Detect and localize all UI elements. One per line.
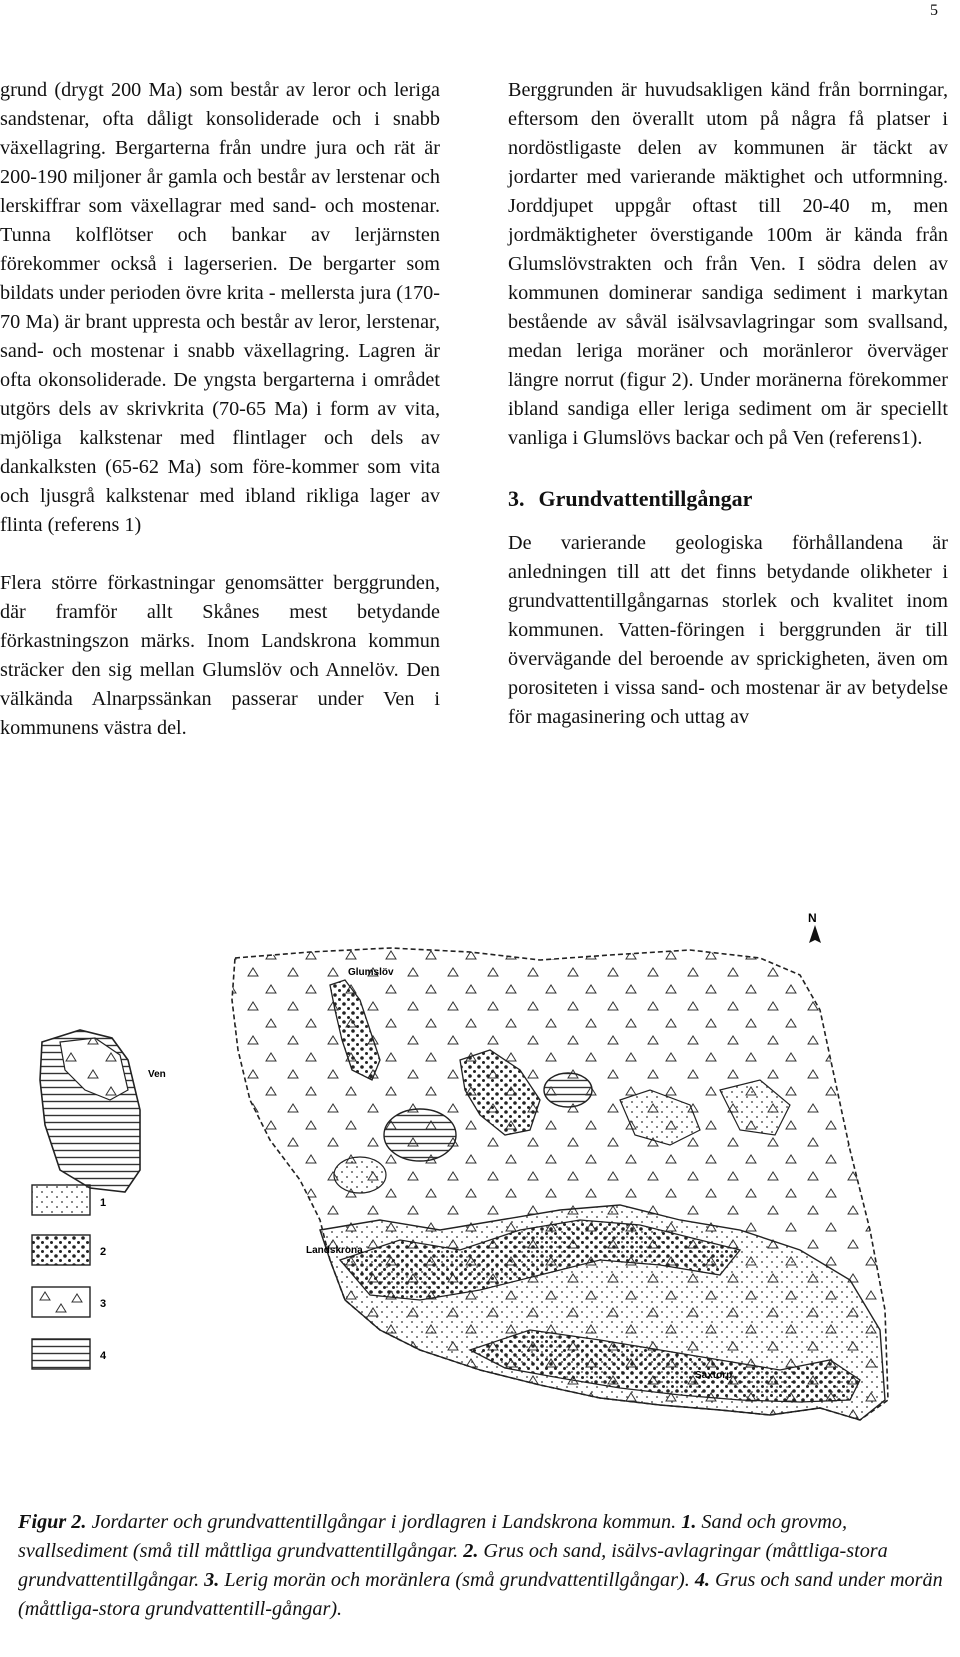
north-label: N [808,911,817,925]
figure-caption [18,1508,956,1624]
caption-item-1: 1. [681,1511,697,1533]
buried-gravel-patch-1 [384,1109,456,1161]
legend-number-1: 1 [100,1197,107,1209]
right-paragraph-2: De varierande geologiska förhållandena är anledningen till att det finns betydande olikheter i grundvattentillgångarnas storlek och kvalitet inom kommunen. Vatten-föringen i berggrunden är till övervägande del beroende av sprickigheten, även om porositeten i vissa sand- och mostenar är av betydelse för magasinering och uttag av [508,532,948,728]
legend-number-2: 2 [100,1246,107,1258]
section-heading [508,484,948,513]
caption-item-3: 3. [204,1569,220,1591]
buried-gravel-patch-2 [544,1073,592,1107]
caption-text-4: Lerig morän och moränlera (små grundvattentillgångar). [219,1569,695,1591]
place-label-glumslov: Glumslöv [348,967,394,978]
caption-text-2: Sand och grovmo, svallsediment (små till måttliga grundvattentillgångar. [18,1511,847,1562]
right-column [508,76,948,732]
legend-number-3: 3 [100,1298,107,1310]
sand-island-3 [334,1157,386,1193]
left-paragraph-1: grund (drygt 200 Ma) som består av leror och leriga sandstenar, ofta dåligt konsoliderade och i snabb växellagring. Bergarterna från undre jura och rät är 200-190 miljoner år gamla och består av lerstenar och lerskiffrar som växellagrar med sand- och mostenar. Tunna kolflötser och bankar av lerjärnsten förekommer också i lagerserien. De bergarter som bildats under perioden övre krita - mellersta jura (170-70 Ma) är brant uppresta och består av leror, lerstenar, sand- och mostenar i snabb växellagring. Lagren är ofta okonsoliderade. De yngsta bergarterna i området utgörs dels av skrivkrita (70-65 Ma) i form av vita, mjöliga kalkstenar med flintlager och dels av dankalksten (65-62 Ma) som före-kommer som vita och ljusgrå kalkstenar med ibland rikliga lager av flinta (referens 1) [0,79,440,536]
legend-number-4: 4 [100,1350,107,1362]
legend-swatch-2 [32,1235,90,1265]
section-title: Grundvattentillgångar [538,486,753,511]
caption-text-1: Jordarter och grundvattentillgångar i jordlagren i Landskrona kommun. [86,1511,682,1533]
left-paragraph-2: Flera större förkastningar genomsätter berggrunden, där framför allt Skånes mest betydande förkastningszon märks. Inom Landskrona kommun sträcker den sig mellan Glumslöv och Annelöv. Den välkända Alnarpssänkan passerar under Ven i kommunens västra del. [0,572,440,739]
soil-map-figure [0,911,960,1500]
legend-swatch-4 [32,1339,90,1369]
place-label-saxtorp: Saxtorp [695,1370,733,1381]
caption-item-4: 4. [694,1569,710,1591]
north-arrow-icon [809,925,821,943]
left-column [0,76,440,743]
page-number: 5 [930,2,938,19]
caption-item-2: 2. [463,1540,479,1562]
legend-swatch-1 [32,1185,90,1215]
caption-text-3: Grus och sand, isälvs-avlagringar (måttliga-stora grundvattentillgångar. [18,1540,888,1591]
place-label-ven: Ven [148,1069,166,1080]
section-number: 3. [508,486,525,511]
caption-text-5: Grus och sand under morän (måttliga-stora grundvattentill-gångar). [18,1569,943,1620]
figure-label: Figur 2. [18,1511,87,1533]
right-paragraph-1: Berggrunden är huvudsakligen känd från borrningar, eftersom den överallt utom på några få platser i nordöstligaste delen av kommunen är täckt av jordarter med varierande mäktighet och utformning. Jorddjupet uppgår oftast till 20-40 m, men jordmäktigheter överstigande 100m är kända från Glumslövstrakten och från Ven. I södra delen av kommunen dominerar sandiga sediment i markytan bestående av såväl isälvsavlagringar som svallsand, medan leriga moräner och moränleror överväger längre norrut (figur 2). Under moränerna förekommer ibland sandiga eller leriga sediment om är speciellt vanliga i Glumslövs backar och på Ven (referens1). [508,79,948,449]
place-label-landskrona: Landskrona [306,1245,363,1256]
